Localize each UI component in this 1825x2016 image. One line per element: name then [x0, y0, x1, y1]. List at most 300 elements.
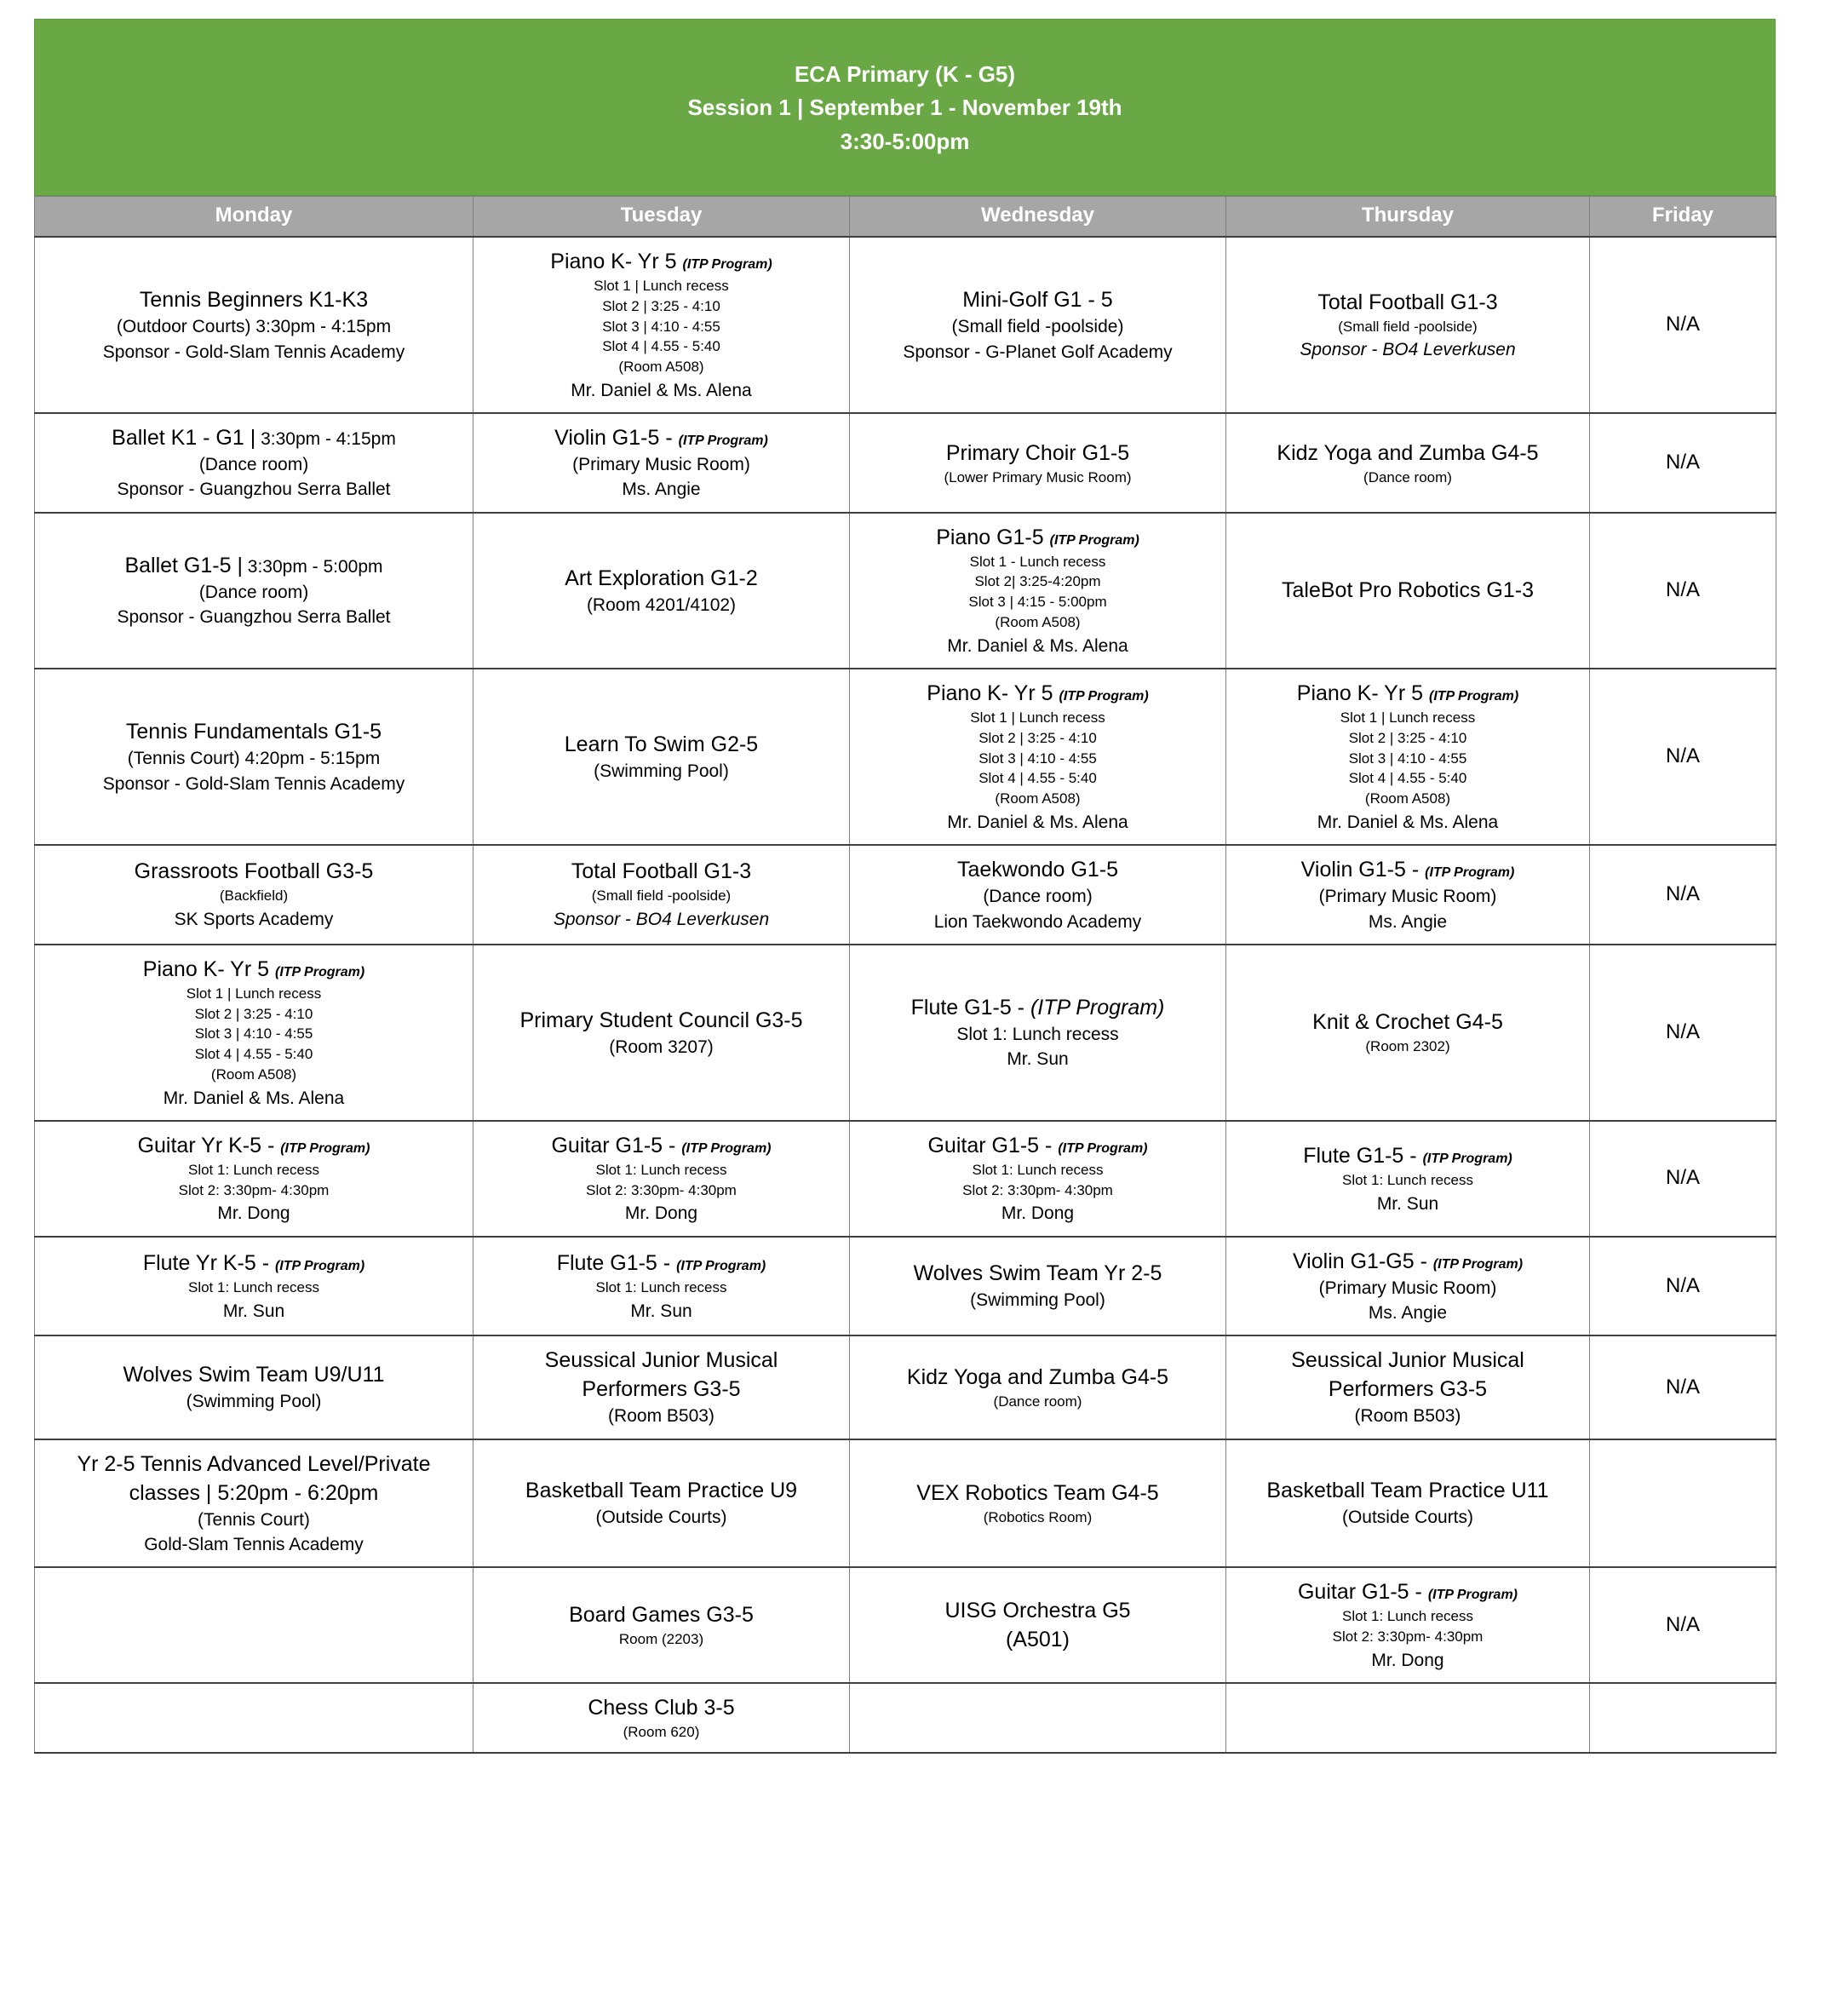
schedule-row — [35, 845, 1776, 945]
schedule-row — [35, 945, 1776, 1121]
slot-2: Slot 2: 3:30pm- 4:30pm — [178, 1181, 330, 1198]
column-header-tuesday: Tuesday — [473, 197, 850, 238]
activity-title: Flute G1-5 - (ITP Program) — [556, 1251, 766, 1276]
activity-title: Violin G1-G5 - (ITP Program) — [1292, 1249, 1524, 1273]
schedule-cell-tuesday[interactable] — [473, 1237, 850, 1336]
activity-title: Total Football G1-3 — [1317, 290, 1498, 314]
slot-2: Slot 2: 3:30pm- 4:30pm — [962, 1181, 1113, 1198]
schedule-cell-wednesday[interactable] — [850, 1683, 1226, 1753]
cell-content — [42, 1132, 466, 1226]
cell-content — [857, 856, 1219, 933]
teacher-label: Mr. Sun — [1007, 1049, 1069, 1070]
activity-title: Violin G1-5 - (ITP Program) — [1300, 858, 1515, 882]
teacher-label: Mr. Daniel & Ms. Alena — [947, 635, 1128, 656]
activity-title: Board Games G3-5 — [569, 1603, 754, 1628]
schedule-row — [35, 413, 1776, 513]
location-label: (Small field -poolside) — [1338, 318, 1478, 335]
schedule-cell-tuesday[interactable] — [473, 1683, 850, 1753]
activity-title: Piano K- Yr 5 (ITP Program) — [927, 681, 1149, 706]
location-label: (Dance room) — [198, 583, 309, 603]
slot-3: Slot 3 | 4:10 - 4:55 — [194, 1025, 313, 1042]
schedule-cell-friday[interactable] — [1590, 1237, 1776, 1336]
slot-1: Slot 1: Lunch recess — [187, 1161, 320, 1178]
sponsor-label: Sponsor - G-Planet Golf Academy — [903, 342, 1173, 362]
teacher-label: Mr. Daniel & Ms. Alena — [571, 380, 752, 400]
cell-content — [1597, 1166, 1769, 1191]
cell-content — [1233, 1008, 1582, 1057]
sponsor-label: Sponsor - BO4 Leverkusen — [553, 910, 770, 930]
schedule-cell-tuesday[interactable] — [473, 1439, 850, 1568]
itp-program-tag: (ITP Program) — [1425, 865, 1515, 881]
activity-title-cont: Performers G3-5 — [1328, 1377, 1488, 1402]
slot-2: Slot 2: 3:30pm- 4:30pm — [586, 1181, 737, 1198]
schedule-table-body — [35, 237, 1776, 1753]
slot-3: Slot 3 | 4:15 - 5:00pm — [968, 594, 1107, 611]
schedule-cell-wednesday[interactable] — [850, 237, 1226, 413]
location-label: (Room 2302) — [1365, 1038, 1450, 1055]
schedule-cell-thursday[interactable] — [1226, 669, 1590, 845]
schedule-cell-monday[interactable] — [35, 845, 473, 945]
column-header-thursday: Thursday — [1226, 197, 1590, 238]
activity-title-cont: (A501) — [1005, 1628, 1070, 1652]
activity-title-cont: classes | 5:20pm - 6:20pm — [129, 1480, 379, 1505]
schedule-cell-tuesday[interactable] — [473, 1335, 850, 1439]
itp-program-tag: (ITP Program) — [280, 1140, 370, 1156]
activity-title: Knit & Crochet G4-5 — [1312, 1010, 1503, 1035]
teacher-label: Mr. Dong — [1371, 1650, 1444, 1670]
slot-1: Slot 1: Lunch recess — [595, 1161, 727, 1178]
location-label: (Primary Music Room) — [1318, 1278, 1497, 1298]
location-label: (Dance room) — [993, 1393, 1082, 1410]
itp-program-tag: (ITP Program) — [1428, 689, 1519, 704]
cell-content — [480, 731, 842, 783]
location-label: (Outside Courts) — [595, 1508, 727, 1528]
slot-3: Slot 3 | 4:10 - 4:55 — [1348, 750, 1467, 767]
activity-title: Learn To Swim G2-5 — [564, 732, 759, 756]
slot-4: Slot 4 | 4.55 - 5:40 — [1348, 770, 1467, 787]
na-label: N/A — [1665, 882, 1700, 906]
itp-program-tag: (ITP Program) — [1422, 1151, 1512, 1166]
schedule-cell-thursday[interactable] — [1226, 237, 1590, 413]
itp-program-tag: (ITP Program) — [1427, 1588, 1518, 1603]
schedule-row — [35, 513, 1776, 669]
location-label: (Primary Music Room) — [1318, 887, 1497, 907]
slot-1: Slot 1 | Lunch recess — [594, 278, 729, 294]
cell-content — [1233, 289, 1582, 362]
itp-program-tag: (ITP Program) — [681, 1140, 772, 1156]
na-label: N/A — [1665, 313, 1700, 336]
na-label: N/A — [1665, 1166, 1700, 1190]
cell-content — [857, 680, 1219, 834]
na-label: N/A — [1665, 451, 1700, 474]
schedule-cell-friday[interactable] — [1590, 413, 1776, 513]
cell-content — [1597, 1613, 1769, 1638]
schedule-cell-wednesday[interactable] — [850, 945, 1226, 1121]
cell-content — [42, 1361, 466, 1413]
itp-program-tag: (ITP Program) — [676, 1259, 766, 1274]
teacher-label: Mr. Daniel & Ms. Alena — [163, 1088, 345, 1108]
location-label: (Room B503) — [608, 1406, 715, 1427]
activity-title: VEX Robotics Team G4-5 — [916, 1481, 1159, 1506]
activity-title: Guitar G1-5 - (ITP Program) — [927, 1133, 1148, 1157]
itp-program-tag: (ITP Program) — [678, 434, 768, 449]
activity-title: Guitar Yr K-5 - (ITP Program) — [137, 1133, 370, 1157]
teacher-label: Ms. Angie — [622, 480, 701, 500]
sponsor-label: Sponsor - Gold-Slam Tennis Academy — [102, 342, 405, 362]
room-label: (Room A508) — [995, 790, 1081, 807]
teacher-label: SK Sports Academy — [174, 910, 334, 930]
location-label: (Room 4201/4102) — [586, 594, 737, 615]
slot-1: Slot 1: Lunch recess — [1341, 1171, 1474, 1188]
activity-title: Violin G1-5 - (ITP Program) — [554, 426, 768, 451]
schedule-row — [35, 1683, 1776, 1753]
activity-title: Ballet G1-5 | 3:30pm - 5:00pm — [124, 554, 383, 578]
itp-program-tag: (ITP Program) — [274, 964, 365, 979]
schedule-sheet — [34, 19, 1776, 1754]
activity-title: Ballet K1 - G1 | 3:30pm - 4:15pm — [112, 426, 396, 451]
schedule-cell-tuesday[interactable] — [473, 945, 850, 1121]
schedule-cell-friday[interactable] — [1590, 1121, 1776, 1237]
schedule-cell-thursday[interactable] — [1226, 1683, 1590, 1753]
cell-content — [1597, 744, 1769, 769]
teacher-label: Ms. Angie — [1368, 1303, 1448, 1324]
title-line-3: 3:30-5:00pm — [840, 128, 970, 154]
na-label: N/A — [1665, 578, 1700, 601]
cell-content — [857, 1364, 1219, 1412]
teacher-label: Mr. Sun — [630, 1301, 692, 1321]
itp-program-tag: (ITP Program) — [1030, 996, 1165, 1020]
schedule-cell-monday[interactable] — [35, 413, 473, 513]
teacher-label: Mr. Dong — [1001, 1203, 1075, 1224]
activity-title: Primary Choir G1-5 — [945, 440, 1130, 465]
cell-content — [1597, 1376, 1769, 1400]
schedule-cell-thursday[interactable] — [1226, 945, 1590, 1121]
schedule-cell-tuesday[interactable] — [473, 413, 850, 513]
itp-program-tag: (ITP Program) — [1049, 532, 1139, 548]
location-label: (Outdoor Courts) 3:30pm - 4:15pm — [116, 317, 392, 337]
column-header-friday: Friday — [1590, 197, 1776, 238]
schedule-cell-thursday[interactable] — [1226, 413, 1590, 513]
teacher-label: Mr. Sun — [222, 1301, 285, 1321]
cell-content — [42, 718, 466, 795]
location-label: (Small field -poolside) — [591, 887, 732, 905]
location-label: (Dance room) — [198, 455, 309, 475]
room-label: (Room A508) — [1364, 790, 1451, 807]
cell-content — [42, 1450, 466, 1557]
schedule-row — [35, 1335, 1776, 1439]
activity-title: Basketball Team Practice U9 — [525, 1479, 798, 1503]
activity-title: Piano K- Yr 5 (ITP Program) — [1296, 681, 1519, 706]
location-label: (Backfield) — [219, 887, 289, 905]
schedule-cell-wednesday[interactable] — [850, 1439, 1226, 1568]
cell-content — [480, 1601, 842, 1650]
slot-1: Slot 1 - Lunch recess — [969, 553, 1106, 570]
itp-program-tag: (ITP Program) — [1432, 1256, 1524, 1272]
cell-content — [1233, 1347, 1582, 1427]
schedule-row — [35, 1237, 1776, 1336]
schedule-table-head — [35, 197, 1776, 238]
activity-title: Flute Yr K-5 - (ITP Program) — [142, 1251, 365, 1276]
cell-content — [480, 424, 842, 502]
schedule-cell-friday[interactable] — [1590, 513, 1776, 669]
location-label: Slot 1: Lunch recess — [956, 1025, 1119, 1045]
teacher-label: Gold-Slam Tennis Academy — [144, 1534, 364, 1554]
schedule-cell-wednesday[interactable] — [850, 845, 1226, 945]
activity-title: Seussical Junior Musical — [1291, 1348, 1524, 1373]
schedule-cell-friday[interactable] — [1590, 1439, 1776, 1568]
teacher-label: Lion Taekwondo Academy — [933, 911, 1142, 932]
cell-content — [1597, 882, 1769, 907]
schedule-cell-wednesday[interactable] — [850, 669, 1226, 845]
activity-title: Mini-Golf G1 - 5 — [962, 288, 1113, 313]
na-label: N/A — [1665, 1375, 1700, 1399]
na-label: N/A — [1665, 1612, 1700, 1636]
teacher-label: Mr. Daniel & Ms. Alena — [947, 812, 1128, 832]
location-label: (Swimming Pool) — [594, 761, 729, 781]
activity-title: Taekwondo G1-5 — [956, 858, 1118, 882]
location-label: Room (2203) — [618, 1631, 704, 1648]
sponsor-label: Sponsor - Guangzhou Serra Ballet — [117, 607, 391, 628]
day-header-row — [35, 197, 1776, 238]
slot-1: Slot 1: Lunch recess — [595, 1279, 727, 1296]
title-line-1: ECA Primary (K - G5) — [794, 60, 1016, 87]
cell-content — [857, 994, 1219, 1071]
cell-content — [480, 1347, 842, 1427]
title-line-2: Session 1 | September 1 - November 19th — [687, 95, 1122, 121]
schedule-cell-friday[interactable] — [1590, 1683, 1776, 1753]
itp-program-tag: (ITP Program) — [1058, 1140, 1148, 1156]
schedule-cell-wednesday[interactable] — [850, 513, 1226, 669]
schedule-cell-thursday[interactable] — [1226, 513, 1590, 669]
activity-title: Seussical Junior Musical — [544, 1348, 778, 1373]
slot-2: Slot 2| 3:25-4:20pm — [974, 573, 1101, 590]
location-label: (Room 3207) — [609, 1037, 714, 1057]
location-label: (Primary Music Room) — [572, 455, 750, 475]
room-label: (Room A508) — [210, 1065, 297, 1083]
location-label: (Swimming Pool) — [970, 1290, 1105, 1311]
activity-time: 3:30pm - 4:15pm — [255, 429, 396, 450]
schedule-row — [35, 1439, 1776, 1568]
room-label: (Room A508) — [995, 614, 1081, 631]
cell-content — [42, 858, 466, 931]
schedule-cell-tuesday[interactable] — [473, 669, 850, 845]
activity-title: Total Football G1-3 — [571, 859, 752, 884]
sponsor-label: Sponsor - BO4 Leverkusen — [1300, 340, 1516, 360]
cell-content — [480, 1249, 842, 1323]
cell-content — [857, 286, 1219, 364]
activity-title: Tennis Beginners K1-K3 — [139, 288, 369, 313]
cell-content — [1597, 313, 1769, 337]
schedule-cell-friday[interactable] — [1590, 1335, 1776, 1439]
cell-content — [1597, 451, 1769, 475]
location-label: (Dance room) — [1363, 468, 1452, 485]
location-label: (Swimming Pool) — [186, 1392, 322, 1412]
activity-title: Guitar G1-5 - (ITP Program) — [1297, 1580, 1518, 1605]
activity-title: Flute G1-5 - (ITP Program) — [1303, 1143, 1512, 1168]
location-label: (Small field -poolside) — [951, 317, 1124, 337]
location-label: (Room B503) — [1354, 1406, 1461, 1427]
cell-content — [480, 1132, 842, 1226]
schedule-row — [35, 669, 1776, 845]
activity-title: Primary Student Council G3-5 — [519, 1008, 803, 1032]
schedule-cell-friday[interactable] — [1590, 845, 1776, 945]
activity-time: 3:30pm - 5:00pm — [242, 557, 383, 577]
schedule-cell-friday[interactable] — [1590, 945, 1776, 1121]
location-label: (Tennis Court) 4:20pm - 5:15pm — [127, 749, 381, 769]
location-label: (Tennis Court) — [198, 1509, 310, 1530]
activity-title: Kidz Yoga and Zumba G4-5 — [906, 1365, 1169, 1390]
cell-content — [1233, 1248, 1582, 1325]
schedule-cell-wednesday[interactable] — [850, 1335, 1226, 1439]
cell-content — [1233, 856, 1582, 933]
slot-1: Slot 1 | Lunch recess — [1340, 709, 1476, 727]
schedule-cell-tuesday[interactable] — [473, 1121, 850, 1237]
schedule-cell-friday[interactable] — [1590, 1567, 1776, 1683]
activity-title: Piano G1-5 (ITP Program) — [936, 525, 1139, 549]
activity-title: Art Exploration G1-2 — [565, 566, 758, 590]
activity-title: Piano K- Yr 5 (ITP Program) — [550, 250, 772, 273]
cell-content — [857, 524, 1219, 658]
cell-content — [480, 858, 842, 931]
slot-2: Slot 2 | 3:25 - 4:10 — [978, 729, 1097, 746]
column-header-monday: Monday — [35, 197, 473, 238]
cell-content — [1233, 1142, 1582, 1215]
teacher-label: Mr. Daniel & Ms. Alena — [1317, 812, 1499, 832]
cell-content — [857, 439, 1219, 488]
schedule-cell-monday[interactable] — [35, 1567, 473, 1683]
location-label: (Robotics Room) — [983, 1509, 1093, 1526]
teacher-label: Mr. Sun — [1376, 1193, 1439, 1214]
activity-title: Chess Club 3-5 — [588, 1696, 735, 1720]
cell-content — [1233, 439, 1582, 488]
activity-title: Flute G1-5 - (ITP Program) — [910, 996, 1165, 1020]
schedule-cell-tuesday[interactable] — [473, 513, 850, 669]
slot-2: Slot 2 | 3:25 - 4:10 — [1348, 729, 1467, 746]
cell-content — [857, 1132, 1219, 1226]
schedule-cell-monday[interactable] — [35, 513, 473, 669]
cell-content — [1597, 1274, 1769, 1299]
na-label: N/A — [1665, 1019, 1700, 1043]
itp-program-tag: (ITP Program) — [274, 1259, 365, 1274]
cell-content — [42, 424, 466, 502]
slot-3: Slot 3 | 4:10 - 4:55 — [602, 318, 720, 335]
location-label: (Room 620) — [623, 1724, 700, 1741]
activity-title-cont: Performers G3-5 — [582, 1377, 741, 1402]
slot-1: Slot 1: Lunch recess — [1341, 1608, 1474, 1625]
schedule-cell-thursday[interactable] — [1226, 845, 1590, 945]
cell-content — [480, 1694, 842, 1743]
schedule-cell-thursday[interactable] — [1226, 1237, 1590, 1336]
teacher-label: Mr. Dong — [217, 1203, 290, 1224]
sponsor-label: Sponsor - Gold-Slam Tennis Academy — [102, 773, 405, 794]
schedule-table — [34, 196, 1776, 1754]
cell-content — [42, 552, 466, 629]
room-label: (Room A508) — [618, 359, 704, 376]
schedule-cell-monday[interactable] — [35, 1121, 473, 1237]
slot-4: Slot 4 | 4.55 - 5:40 — [978, 770, 1097, 787]
schedule-cell-tuesday[interactable] — [473, 845, 850, 945]
activity-title: Piano K- Yr 5 (ITP Program) — [142, 956, 365, 981]
na-label: N/A — [1665, 744, 1700, 768]
location-label: (Outside Courts) — [1341, 1508, 1474, 1528]
cell-content — [1597, 1020, 1769, 1045]
schedule-cell-wednesday[interactable] — [850, 1121, 1226, 1237]
schedule-row — [35, 1121, 1776, 1237]
slot-1: Slot 1: Lunch recess — [187, 1279, 320, 1296]
cell-content — [1597, 578, 1769, 603]
itp-program-tag: (ITP Program) — [1059, 689, 1149, 704]
schedule-cell-wednesday[interactable] — [850, 413, 1226, 513]
slot-2: Slot 2 | 3:25 - 4:10 — [194, 1005, 313, 1022]
slot-1: Slot 1 | Lunch recess — [970, 709, 1105, 727]
schedule-cell-friday[interactable] — [1590, 237, 1776, 413]
schedule-title-banner — [34, 19, 1776, 196]
activity-title: Yr 2-5 Tennis Advanced Level/Private — [77, 1451, 431, 1476]
activity-title: Basketball Team Practice U11 — [1266, 1479, 1549, 1503]
slot-2: Slot 2: 3:30pm- 4:30pm — [1332, 1628, 1484, 1645]
schedule-cell-monday[interactable] — [35, 945, 473, 1121]
teacher-label: Ms. Angie — [1368, 911, 1448, 932]
location-label: (Dance room) — [983, 887, 1093, 907]
schedule-cell-thursday[interactable] — [1226, 1439, 1590, 1568]
schedule-cell-thursday[interactable] — [1226, 1335, 1590, 1439]
slot-1: Slot 1: Lunch recess — [972, 1161, 1104, 1178]
cell-content — [857, 1479, 1219, 1528]
slot-2: Slot 2 | 3:25 - 4:10 — [602, 297, 720, 314]
activity-title: Guitar G1-5 - (ITP Program) — [551, 1133, 772, 1157]
schedule-cell-thursday[interactable] — [1226, 1121, 1590, 1237]
activity-title: Grassroots Football G3-5 — [134, 859, 374, 884]
itp-program-tag: (ITP Program) — [682, 257, 772, 272]
cell-content — [857, 1597, 1219, 1653]
schedule-cell-wednesday[interactable] — [850, 1237, 1226, 1336]
schedule-cell-monday[interactable] — [35, 1439, 473, 1568]
cell-content — [42, 956, 466, 1110]
schedule-cell-monday[interactable] — [35, 237, 473, 413]
schedule-cell-monday[interactable] — [35, 1683, 473, 1753]
cell-content — [1233, 1578, 1582, 1672]
schedule-cell-monday[interactable] — [35, 1237, 473, 1336]
schedule-row — [35, 1567, 1776, 1683]
activity-title: UISG Orchestra G5 — [944, 1599, 1131, 1623]
schedule-cell-thursday[interactable] — [1226, 1567, 1590, 1683]
slot-1: Slot 1 | Lunch recess — [186, 985, 322, 1002]
column-header-wednesday: Wednesday — [850, 197, 1226, 238]
cell-content — [480, 565, 842, 617]
activity-title: Wolves Swim Team Yr 2-5 — [913, 1261, 1162, 1286]
schedule-cell-friday[interactable] — [1590, 669, 1776, 845]
na-label: N/A — [1665, 1273, 1700, 1297]
slot-3: Slot 3 | 4:10 - 4:55 — [978, 750, 1097, 767]
cell-content — [480, 1007, 842, 1059]
teacher-label: Mr. Dong — [624, 1203, 698, 1224]
slot-4: Slot 4 | 4.55 - 5:40 — [602, 338, 720, 355]
schedule-cell-monday[interactable] — [35, 1335, 473, 1439]
schedule-cell-tuesday[interactable] — [473, 1567, 850, 1683]
schedule-cell-tuesday[interactable] — [473, 237, 850, 413]
schedule-cell-monday[interactable] — [35, 669, 473, 845]
activity-title: Wolves Swim Team U9/U11 — [123, 1363, 385, 1387]
cell-content — [42, 1249, 466, 1323]
cell-content — [42, 286, 466, 364]
activity-title: TaleBot Pro Robotics G1-3 — [1282, 578, 1534, 603]
activity-title: Tennis Fundamentals G1-5 — [125, 720, 382, 744]
cell-content — [1233, 1477, 1582, 1529]
cell-content — [480, 248, 842, 402]
cell-content — [1233, 680, 1582, 834]
activity-title: Kidz Yoga and Zumba G4-5 — [1277, 440, 1539, 465]
schedule-cell-wednesday[interactable] — [850, 1567, 1226, 1683]
